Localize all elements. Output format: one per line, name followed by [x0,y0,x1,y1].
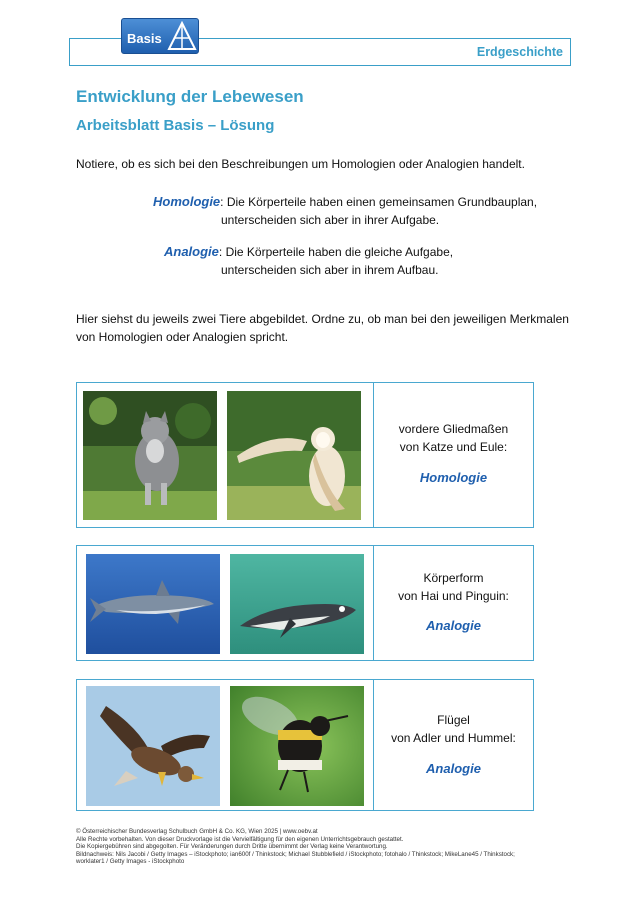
definition-term: Analogie [164,244,219,259]
answer-description: von Hai und Pinguin: [398,589,509,603]
answer-result: Homologie [419,470,488,485]
footer-line: Bildnachweis: Nils Jacobi / Getty Images – iStockphoto; ian600f / Thinkstock; Michael Stubblefield / iStockphoto; fotohalo / Thinkstock; MikeLane45 / Thinkstock; [76,850,515,858]
answer-cell [374,546,533,660]
answer-description: von Katze und Eule: [399,440,508,454]
instruction-text: Notiere, ob es sich bei den Beschreibungen um Homologien oder Analogien handelt. [76,157,525,171]
shark-photo [86,554,220,654]
owl-photo [227,391,361,520]
page-title: Entwicklung der Lebewesen [76,87,304,106]
definition-analogie [164,243,453,261]
task-intro-line: von Homologien oder Analogien spricht. [76,330,289,344]
page-subtitle: Arbeitsblatt Basis – Lösung [76,117,275,134]
penguin-photo [230,554,364,654]
definition-line: unterscheiden sich aber in ihrem Aufbau. [221,263,439,277]
task-box-eagle-bumblebee [76,679,534,811]
answer-result: Analogie [426,618,481,633]
answer-cell [374,680,533,810]
definition-term: Homologie [153,194,221,209]
logo-text: Basis [127,31,162,46]
cat-photo [83,391,217,520]
answer-description: Körperform [423,571,484,585]
triangle-logo-icon [167,21,197,51]
task-box-shark-penguin [76,545,534,661]
answer-description: von Adler und Hummel: [391,731,516,745]
footer-line: worklater1 / Getty Images - iStockphoto [76,858,185,866]
eagle-photo [86,686,220,806]
task-intro-line: Hier siehst du jeweils zwei Tiere abgebildet. Ordne zu, ob man bei den jeweiligen Merkmalen [76,312,569,326]
footer-line: Alle Rechte vorbehalten. Von dieser Druckvorlage ist die Vervielfältigung für den eigenen Unterrichtsgebrauch gestattet. [76,835,404,843]
definition-line: : Die Körperteile haben einen gemeinsamen Grundbauplan, [220,195,538,209]
answer-description: Flügel [437,713,470,727]
definition-homologie [153,193,537,211]
answer-description: vordere Gliedmaßen [398,422,509,436]
answer-result: Analogie [426,761,481,776]
basis-logo [121,18,199,54]
answer-cell [374,383,533,527]
footer-line: © Österreichischer Bundesverlag Schulbuch GmbH & Co. KG, Wien 2025 | www.oebv.at [76,828,318,835]
definition-line: : Die Körperteile haben die gleiche Aufgabe, [218,245,454,259]
task-box-cat-owl [76,382,534,528]
subject-label: Erdgeschichte [476,45,563,59]
footer-copyright [76,828,556,866]
bumblebee-photo [230,686,364,806]
definition-line: unterscheiden sich aber in ihrer Aufgabe. [221,213,440,227]
footer-line: Die Kopiergebühren sind abgegolten. Für Veränderungen durch Dritte übernimmt der Verlag keine Verantwortung. [76,843,388,851]
